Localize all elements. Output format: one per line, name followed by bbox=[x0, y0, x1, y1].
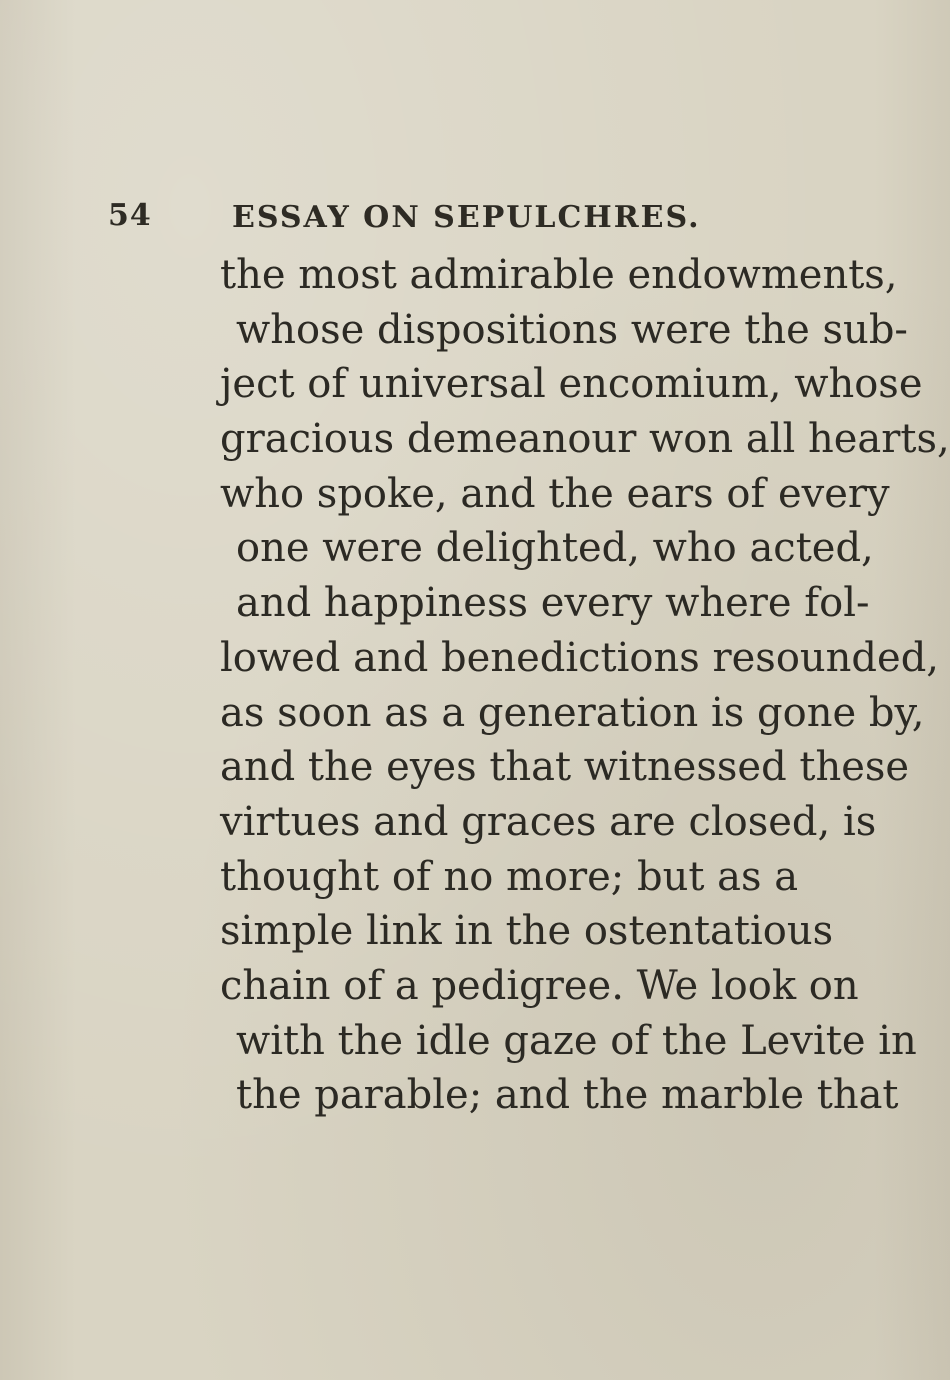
text-line: virtues and graces are closed, is bbox=[220, 798, 877, 845]
page-number: 54 bbox=[108, 198, 152, 233]
text-line: and the eyes that witnessed these bbox=[220, 744, 910, 791]
text-line: simple link in the ostentatious bbox=[220, 908, 834, 955]
running-head: ESSAY ON SEPULCHRES. bbox=[232, 200, 701, 235]
text-line: the most admirable endowments, bbox=[220, 252, 898, 298]
text-line: ject of universal encomium, whose bbox=[220, 361, 923, 408]
text-line: lowed and benedictions resounded, bbox=[220, 634, 940, 681]
body-text bbox=[220, 248, 950, 1123]
text-line: whose dispositions were the sub- bbox=[236, 306, 908, 353]
text-line: gracious demeanour won all hearts, bbox=[220, 416, 950, 463]
text-line: who spoke, and the ears of every bbox=[220, 470, 890, 517]
text-line: chain of a pedigree. We look on bbox=[220, 962, 859, 1009]
text-line: with the idle gaze of the Levite in bbox=[236, 1017, 917, 1064]
text-line: one were delighted, who acted, bbox=[236, 525, 874, 572]
text-line: and happiness every where fol- bbox=[236, 580, 870, 627]
text-line: the parable; and the marble that bbox=[236, 1072, 899, 1119]
text-line: as soon as a generation is gone by, bbox=[220, 689, 925, 736]
text-line: thought of no more; but as a bbox=[220, 853, 799, 900]
